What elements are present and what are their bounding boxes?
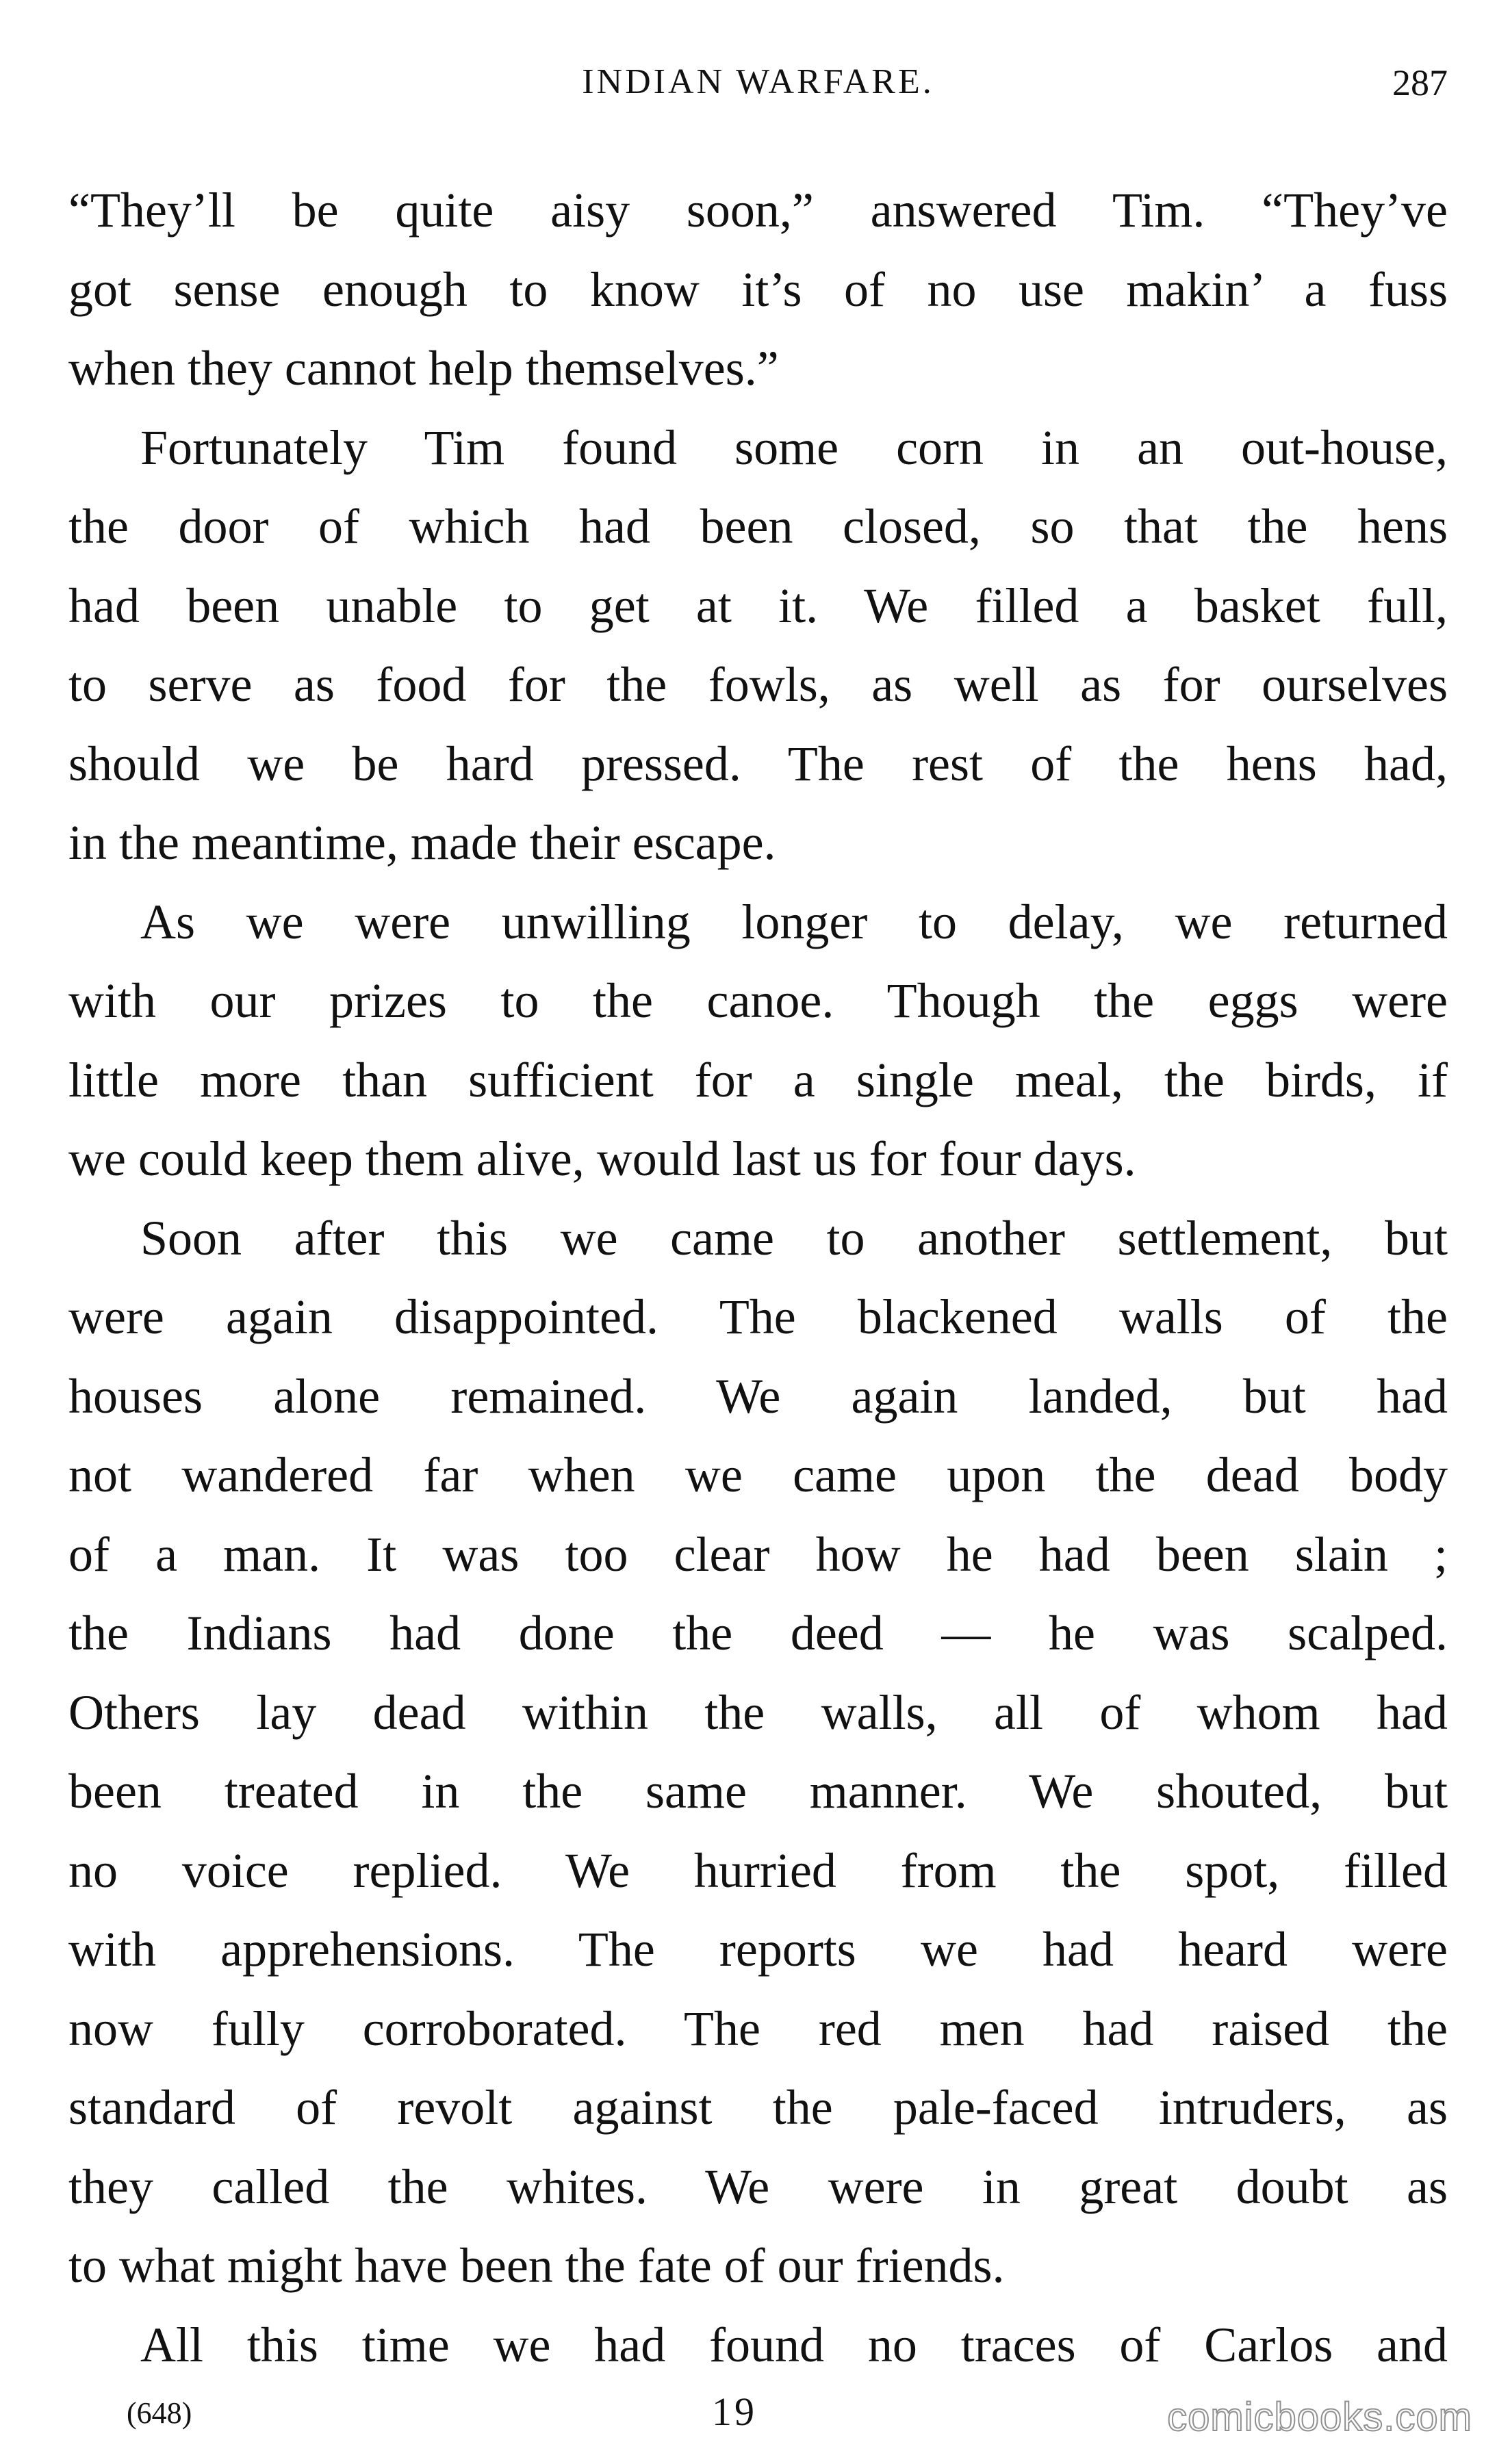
text-line: not wandered far when we came upon the dead body	[68, 1448, 1448, 1502]
text-line: to serve as food for the fowls, as well as for ourselves	[68, 657, 1448, 712]
text-line: the Indians had done the deed — he was scalped.	[68, 1606, 1448, 1660]
text-line: “They’ll be quite aisy soon,” answered Tim. “They’ve	[68, 183, 1448, 238]
body-text	[68, 171, 1448, 2385]
text-line: now fully corroborated. The red men had raised the	[68, 2001, 1448, 2056]
page-footer	[0, 2389, 1510, 2450]
text-line: Fortunately Tim found some corn in an out-house,	[140, 420, 1448, 475]
text-line: with our prizes to the canoe. Though the eggs were	[68, 973, 1448, 1028]
text-line: should we be hard pressed. The rest of the hens had,	[68, 736, 1448, 791]
signature-mark: (648)	[127, 2396, 192, 2430]
running-title: INDIAN WARFARE.	[582, 62, 934, 101]
page-number: 287	[1392, 62, 1448, 103]
text-line: with apprehensions. The reports we had heard were	[68, 1922, 1448, 1977]
text-line: been treated in the same manner. We shouted, but	[68, 1764, 1448, 1819]
text-line: had been unable to get at it. We filled a basket full,	[68, 578, 1448, 633]
text-line: were again disappointed. The blackened walls of the	[68, 1289, 1448, 1344]
text-line: houses alone remained. We again landed, but had	[68, 1368, 1448, 1424]
text-line: Soon after this we came to another settlement, but	[140, 1210, 1448, 1266]
text-line: As we were unwilling longer to delay, we returned	[140, 894, 1448, 949]
text-line: to what might have been the fate of our friends.	[68, 2238, 1005, 2293]
text-line: of a man. It was too clear how he had been slain ;	[68, 1526, 1448, 1582]
sheet-number: 19	[712, 2389, 757, 2434]
text-line: they called the whites. We were in great doubt as	[68, 2159, 1448, 2214]
text-line: All this time we had found no traces of Carlos and	[140, 2317, 1448, 2372]
text-line: in the meantime, made their escape.	[68, 815, 776, 870]
text-line: the door of which had been closed, so that the hens	[68, 499, 1448, 554]
text-line: when they cannot help themselves.”	[68, 341, 779, 396]
text-line: little more than sufficient for a single meal, the birds, if	[68, 1052, 1448, 1107]
text-line: we could keep them alive, would last us for four days.	[68, 1131, 1136, 1186]
watermark: comicbooks.com	[1167, 2395, 1472, 2439]
text-line: standard of revolt against the pale-faced intruders, as	[68, 2080, 1448, 2135]
text-line: no voice replied. We hurried from the spot, filled	[68, 1843, 1448, 1898]
text-line: got sense enough to know it’s of no use makin’ a fuss	[68, 261, 1448, 317]
text-line: Others lay dead within the walls, all of whom had	[68, 1684, 1448, 1740]
page-header	[68, 62, 1448, 116]
